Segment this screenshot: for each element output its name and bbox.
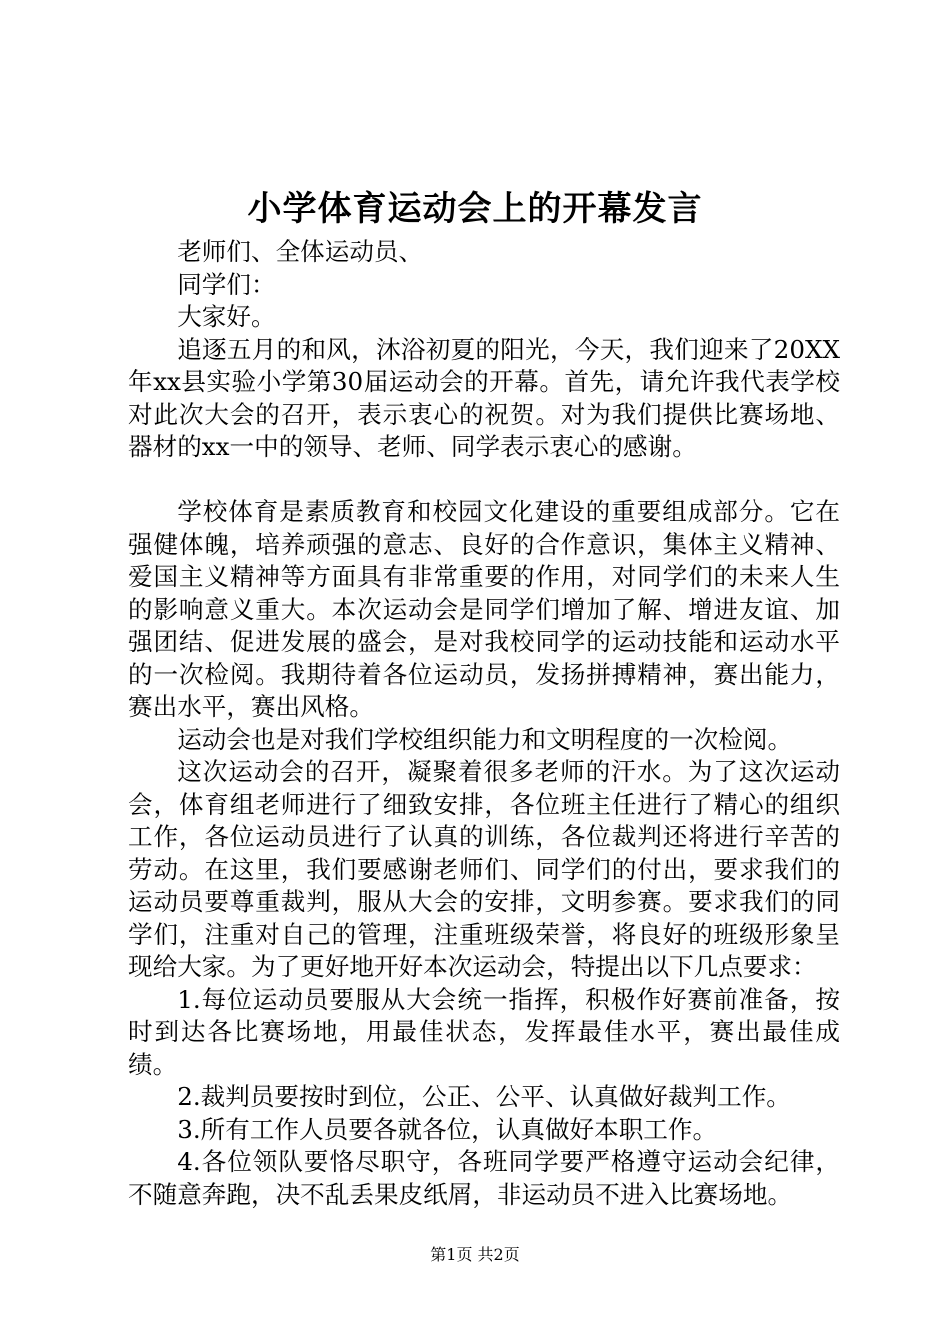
paragraph-gap — [128, 464, 840, 497]
salutation-line: 老师们、全体运动员、 — [177, 237, 424, 266]
requirement-item: 3.所有工作人员要各就各位，认真做好本职工作。 — [177, 1114, 718, 1144]
paragraph-opening: 追逐五月的和风，沐浴初夏的阳光，今天，我们迎来了20XX年xx县实验小学第30届运动会的开幕。首先，请允许我代表学校对此次大会的召开，表示衷心的祝贺。对为我们提供比赛场地、器材的xx一中的领导、老师、同学表示衷心的感谢。 — [128, 334, 840, 461]
requirement-item: 4.各位领队要恪尽职守，各班同学要严格遵守运动会纪律，不随意奔跑，决不乱丢果皮纸屑，非运动员不进入比赛场地。 — [128, 1147, 840, 1209]
greeting-line: 大家好。 — [177, 302, 276, 331]
document-body — [128, 236, 840, 1211]
salutation-line: 同学们： — [177, 269, 276, 299]
page-indicator: 第1页 共2页 — [430, 1245, 520, 1264]
paragraph-inspection: 运动会也是对我们学校组织能力和文明程度的一次检阅。 — [177, 724, 793, 754]
paragraph-thanks: 这次运动会的召开，凝聚着很多老师的汗水。为了这次运动会，体育组老师进行了细致安排，各位班主任进行了精心的组织工作，各位运动员进行了认真的训练，各位裁判还将进行辛苦的劳动。在这里，我们要感谢老师们、同学们的付出，要求我们的运动员要尊重裁判，服从大会的安排，文明参赛。要求我们的同学们，注重对自己的管理，注重班级荣誉，将良好的班级形象呈现给大家。为了更好地开好本次运动会，特提出以下几点要求： — [128, 757, 840, 981]
document-title: 小学体育运动会上的开幕发言 — [247, 189, 703, 229]
paragraph-school-sports: 学校体育是素质教育和校园文化建设的重要组成部分。它在强健体魄，培养顽强的意志、良好的合作意识，集体主义精神、爱国主义精神等方面具有非常重要的作用，对同学们的未来人生的影响意义重大。本次运动会是同学们增加了解、增进友谊、加强团结、促进发展的盛会，是对我校同学的运动技能和运动水平的一次检阅。我期待着各位运动员，发扬拼搏精神，赛出能力，赛出水平，赛出风格。 — [128, 497, 840, 721]
requirement-item: 2.裁判员要按时到位，公正、公平、认真做好裁判工作。 — [177, 1082, 791, 1111]
requirement-item: 1.每位运动员要服从大会统一指挥，积极作好赛前准备，按时到达各比赛场地，用最佳状态，发挥最佳水平，赛出最佳成绩。 — [128, 984, 840, 1079]
